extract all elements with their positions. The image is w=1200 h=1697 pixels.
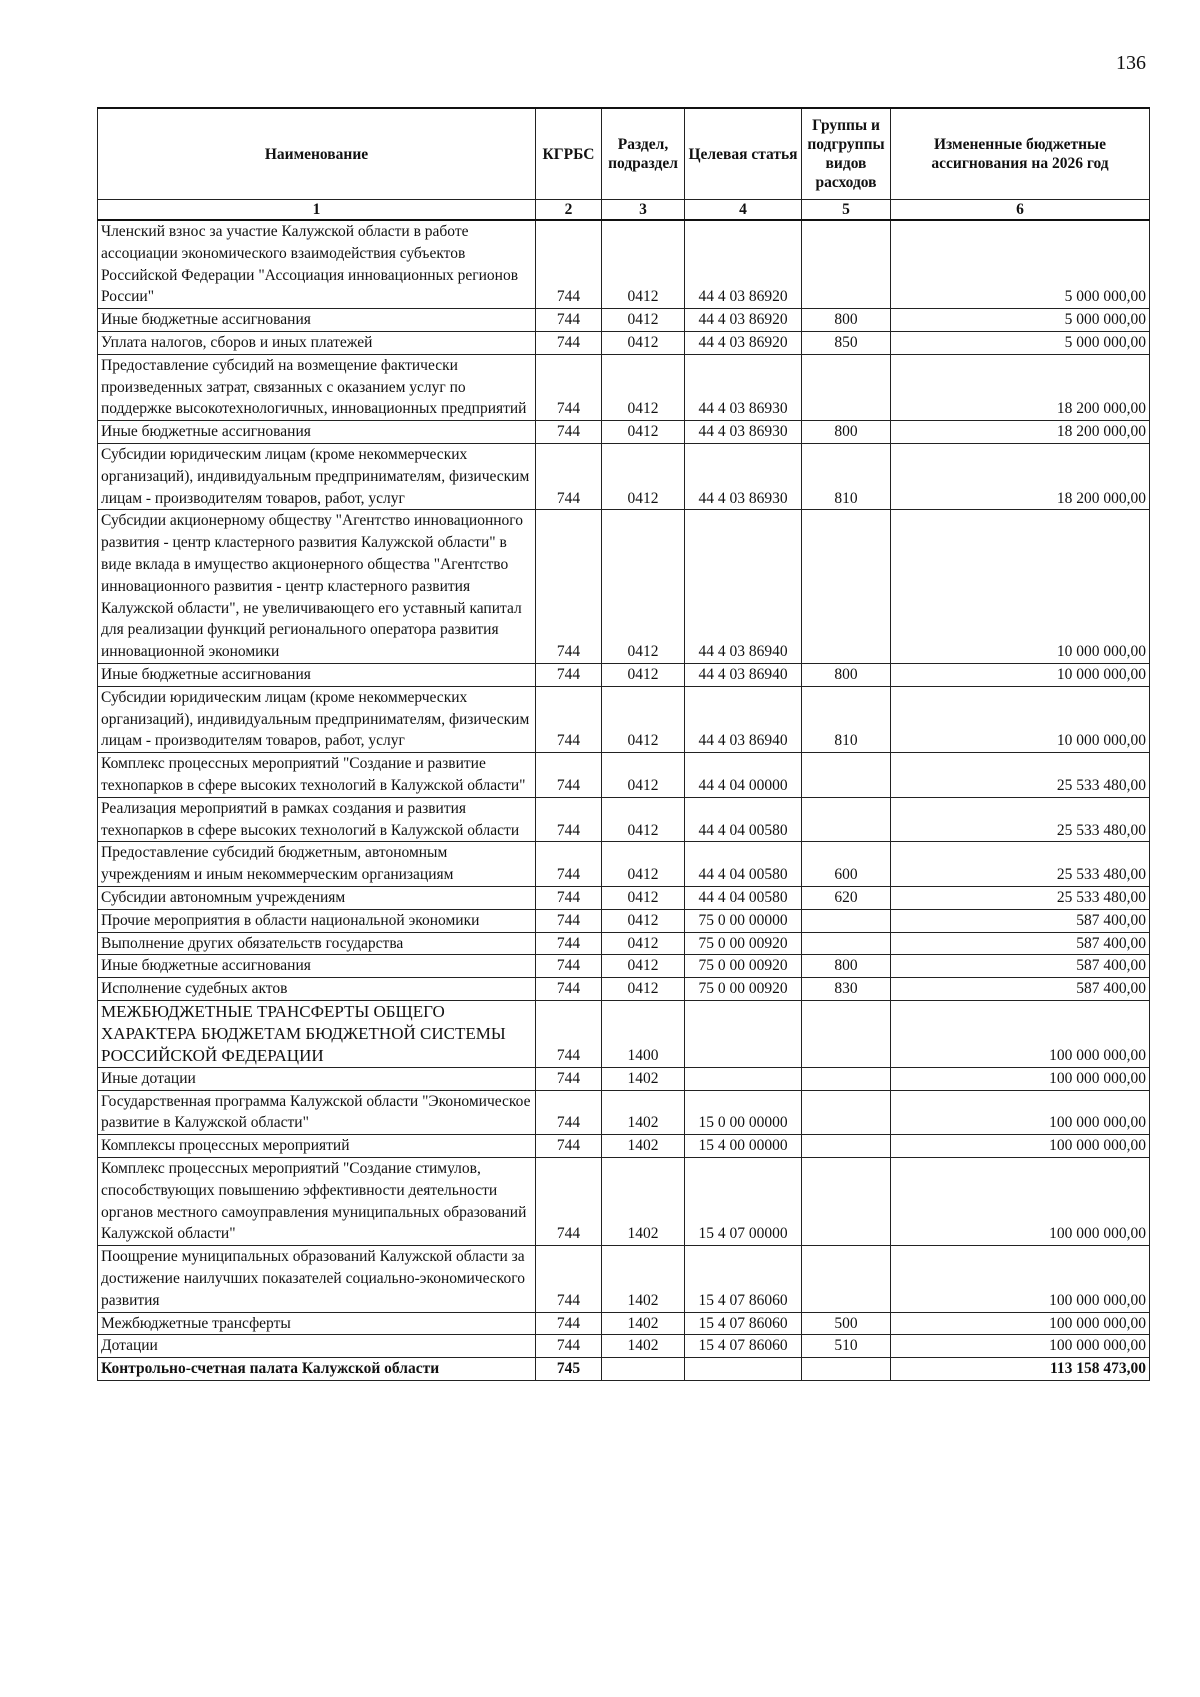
row-target-article: 15 4 00 00000 <box>685 1135 802 1158</box>
row-section: 1402 <box>602 1067 685 1090</box>
table-row <box>98 955 1150 978</box>
row-kgrbs: 744 <box>536 955 602 978</box>
row-kgrbs: 744 <box>536 753 602 798</box>
row-kgrbs: 744 <box>536 932 602 955</box>
row-target-article: 75 0 00 00920 <box>685 932 802 955</box>
table-header-row <box>98 108 1150 200</box>
row-expense-group: 810 <box>802 686 891 752</box>
row-name: Государственная программа Калужской области "Экономическое развитие в Калужской области" <box>98 1090 536 1135</box>
table-row <box>98 1000 1150 1067</box>
column-number: 1 <box>98 200 536 221</box>
row-name: Контрольно-счетная палата Калужской области <box>98 1358 536 1381</box>
column-number: 3 <box>602 200 685 221</box>
row-target-article: 44 4 03 86930 <box>685 354 802 420</box>
table-row <box>98 1246 1150 1312</box>
row-kgrbs: 744 <box>536 1246 602 1312</box>
row-section: 0412 <box>602 753 685 798</box>
row-name: Субсидии акционерному обществу "Агентство инновационного развития - центр кластерного развития Калужской области" в виде вклада в имущество акционерного общества "Агентство инновационного развития - центр кластерного развития Калужской области", не увеличивающего его уставный капитал для реализации функций регионального оператора развития инновационной экономики <box>98 510 536 664</box>
table-row <box>98 331 1150 354</box>
row-kgrbs: 744 <box>536 842 602 887</box>
row-name: Поощрение муниципальных образований Калужской области за достижение наилучших показателей социально-экономического развития <box>98 1246 536 1312</box>
row-name: Субсидии юридическим лицам (кроме некоммерческих организаций), индивидуальным предпринимателям, физическим лицам - производителям товаров, работ, услуг <box>98 443 536 509</box>
row-name: Предоставление субсидий бюджетным, автономным учреждениям и иным некоммерческим организациям <box>98 842 536 887</box>
row-kgrbs: 744 <box>536 443 602 509</box>
row-kgrbs: 744 <box>536 1135 602 1158</box>
row-section <box>602 1358 685 1381</box>
row-expense-group: 800 <box>802 309 891 332</box>
row-kgrbs: 744 <box>536 663 602 686</box>
row-target-article: 44 4 03 86940 <box>685 663 802 686</box>
row-amount: 25 533 480,00 <box>891 842 1150 887</box>
row-kgrbs: 744 <box>536 886 602 909</box>
row-section: 0412 <box>602 886 685 909</box>
row-expense-group <box>802 1158 891 1246</box>
table-row <box>98 753 1150 798</box>
table-row <box>98 1135 1150 1158</box>
row-kgrbs: 744 <box>536 978 602 1001</box>
row-amount: 587 400,00 <box>891 978 1150 1001</box>
row-section: 0412 <box>602 331 685 354</box>
row-expense-group <box>802 1246 891 1312</box>
row-target-article: 44 4 03 86930 <box>685 421 802 444</box>
row-expense-group: 500 <box>802 1312 891 1335</box>
table-row <box>98 220 1150 309</box>
row-amount: 587 400,00 <box>891 932 1150 955</box>
row-kgrbs: 744 <box>536 797 602 842</box>
row-expense-group: 600 <box>802 842 891 887</box>
row-target-article: 44 4 03 86930 <box>685 443 802 509</box>
row-section: 0412 <box>602 354 685 420</box>
row-name: Предоставление субсидий на возмещение фактически произведенных затрат, связанных с оказанием услуг по поддержке высокотехнологичных, инновационных предприятий <box>98 354 536 420</box>
table-row <box>98 354 1150 420</box>
row-target-article <box>685 1067 802 1090</box>
column-number: 5 <box>802 200 891 221</box>
row-name: Межбюджетные трансферты <box>98 1312 536 1335</box>
row-expense-group <box>802 932 891 955</box>
row-amount: 18 200 000,00 <box>891 421 1150 444</box>
row-expense-group <box>802 797 891 842</box>
table-row <box>98 1090 1150 1135</box>
row-section: 0412 <box>602 663 685 686</box>
row-amount: 113 158 473,00 <box>891 1358 1150 1381</box>
row-expense-group: 800 <box>802 663 891 686</box>
row-amount: 587 400,00 <box>891 955 1150 978</box>
row-amount: 100 000 000,00 <box>891 1158 1150 1246</box>
table-row <box>98 1358 1150 1381</box>
row-amount: 5 000 000,00 <box>891 309 1150 332</box>
row-amount: 10 000 000,00 <box>891 510 1150 664</box>
header-section: Раздел, подраздел <box>602 108 685 200</box>
table-row <box>98 663 1150 686</box>
row-expense-group <box>802 1135 891 1158</box>
table-row <box>98 443 1150 509</box>
row-amount: 18 200 000,00 <box>891 354 1150 420</box>
row-kgrbs: 744 <box>536 686 602 752</box>
row-expense-group: 830 <box>802 978 891 1001</box>
row-name: Комплекс процессных мероприятий "Создание и развитие технопарков в сфере высоких технологий в Калужской области" <box>98 753 536 798</box>
row-target-article: 44 4 03 86920 <box>685 331 802 354</box>
table-row <box>98 1312 1150 1335</box>
row-section: 0412 <box>602 978 685 1001</box>
row-section: 0412 <box>602 842 685 887</box>
row-target-article: 15 4 07 86060 <box>685 1335 802 1358</box>
row-section: 0412 <box>602 309 685 332</box>
row-section: 0412 <box>602 909 685 932</box>
row-amount: 10 000 000,00 <box>891 686 1150 752</box>
row-kgrbs: 744 <box>536 510 602 664</box>
row-name: Прочие мероприятия в области национальной экономики <box>98 909 536 932</box>
row-target-article <box>685 1000 802 1067</box>
table-row <box>98 1158 1150 1246</box>
row-expense-group <box>802 220 891 309</box>
row-name: Иные дотации <box>98 1067 536 1090</box>
row-amount: 100 000 000,00 <box>891 1312 1150 1335</box>
row-kgrbs: 744 <box>536 421 602 444</box>
header-name: Наименование <box>98 108 536 200</box>
row-expense-group: 810 <box>802 443 891 509</box>
row-expense-group: 510 <box>802 1335 891 1358</box>
row-amount: 25 533 480,00 <box>891 797 1150 842</box>
row-expense-group <box>802 909 891 932</box>
row-name: Членский взнос за участие Калужской области в работе ассоциации экономического взаимодействия субъектов Российской Федерации "Ассоциация инновационных регионов России" <box>98 220 536 309</box>
row-amount: 5 000 000,00 <box>891 331 1150 354</box>
row-target-article: 15 4 07 86060 <box>685 1312 802 1335</box>
table-row <box>98 886 1150 909</box>
row-section: 1402 <box>602 1135 685 1158</box>
row-target-article <box>685 1358 802 1381</box>
row-section: 0412 <box>602 443 685 509</box>
row-expense-group <box>802 510 891 664</box>
row-kgrbs: 745 <box>536 1358 602 1381</box>
table-row <box>98 1335 1150 1358</box>
table-row <box>98 1067 1150 1090</box>
row-amount: 100 000 000,00 <box>891 1067 1150 1090</box>
row-name: Дотации <box>98 1335 536 1358</box>
row-target-article: 75 0 00 00920 <box>685 978 802 1001</box>
row-target-article: 44 4 04 00580 <box>685 797 802 842</box>
row-kgrbs: 744 <box>536 1158 602 1246</box>
row-kgrbs: 744 <box>536 909 602 932</box>
row-section: 1400 <box>602 1000 685 1067</box>
row-target-article: 75 0 00 00000 <box>685 909 802 932</box>
row-name: Иные бюджетные ассигнования <box>98 955 536 978</box>
row-amount: 5 000 000,00 <box>891 220 1150 309</box>
table-row <box>98 797 1150 842</box>
row-target-article: 15 4 07 86060 <box>685 1246 802 1312</box>
column-number-row <box>98 200 1150 221</box>
table-row <box>98 421 1150 444</box>
header-amount: Измененные бюджетные ассигнования на 2026 год <box>891 108 1150 200</box>
row-amount: 100 000 000,00 <box>891 1000 1150 1067</box>
row-name: Уплата налогов, сборов и иных платежей <box>98 331 536 354</box>
row-target-article: 44 4 04 00580 <box>685 886 802 909</box>
row-name: Выполнение других обязательств государства <box>98 932 536 955</box>
row-amount: 100 000 000,00 <box>891 1090 1150 1135</box>
header-target: Целевая статья <box>685 108 802 200</box>
row-kgrbs: 744 <box>536 1335 602 1358</box>
row-name: Иные бюджетные ассигнования <box>98 309 536 332</box>
row-target-article: 75 0 00 00920 <box>685 955 802 978</box>
row-section: 1402 <box>602 1246 685 1312</box>
row-name: Комплекс процессных мероприятий "Создание стимулов, способствующих повышению эффективности деятельности органов местного самоуправления муниципальных образований Калужской области" <box>98 1158 536 1246</box>
row-section: 1402 <box>602 1335 685 1358</box>
row-target-article: 15 4 07 00000 <box>685 1158 802 1246</box>
row-target-article: 44 4 03 86920 <box>685 220 802 309</box>
row-section: 0412 <box>602 686 685 752</box>
row-expense-group <box>802 354 891 420</box>
budget-table <box>97 107 1150 1381</box>
row-kgrbs: 744 <box>536 354 602 420</box>
row-kgrbs: 744 <box>536 1067 602 1090</box>
row-target-article: 44 4 04 00580 <box>685 842 802 887</box>
row-name: Иные бюджетные ассигнования <box>98 421 536 444</box>
header-groups: Группы и подгруппы видов расходов <box>802 108 891 200</box>
row-kgrbs: 744 <box>536 1090 602 1135</box>
row-section: 1402 <box>602 1158 685 1246</box>
row-expense-group: 800 <box>802 955 891 978</box>
row-expense-group <box>802 1000 891 1067</box>
row-section: 0412 <box>602 510 685 664</box>
row-expense-group: 850 <box>802 331 891 354</box>
row-amount: 25 533 480,00 <box>891 753 1150 798</box>
row-section: 0412 <box>602 932 685 955</box>
table-row <box>98 978 1150 1001</box>
row-target-article: 44 4 03 86940 <box>685 686 802 752</box>
row-section: 0412 <box>602 220 685 309</box>
row-section: 0412 <box>602 421 685 444</box>
row-kgrbs: 744 <box>536 309 602 332</box>
table-row <box>98 932 1150 955</box>
column-number: 4 <box>685 200 802 221</box>
row-amount: 100 000 000,00 <box>891 1246 1150 1312</box>
row-kgrbs: 744 <box>536 1312 602 1335</box>
table-row <box>98 909 1150 932</box>
table-row <box>98 510 1150 664</box>
row-amount: 10 000 000,00 <box>891 663 1150 686</box>
row-amount: 25 533 480,00 <box>891 886 1150 909</box>
row-name: Иные бюджетные ассигнования <box>98 663 536 686</box>
row-expense-group <box>802 753 891 798</box>
row-kgrbs: 744 <box>536 1000 602 1067</box>
row-amount: 18 200 000,00 <box>891 443 1150 509</box>
row-target-article: 44 4 03 86940 <box>685 510 802 664</box>
header-kgrbs: КГРБС <box>536 108 602 200</box>
page-number: 136 <box>1116 52 1146 74</box>
row-expense-group <box>802 1067 891 1090</box>
row-expense-group: 620 <box>802 886 891 909</box>
row-amount: 587 400,00 <box>891 909 1150 932</box>
row-name: Субсидии юридическим лицам (кроме некоммерческих организаций), индивидуальным предпринимателям, физическим лицам - производителям товаров, работ, услуг <box>98 686 536 752</box>
row-name: Реализация мероприятий в рамках создания и развития технопарков в сфере высоких технологий в Калужской области <box>98 797 536 842</box>
row-expense-group <box>802 1090 891 1135</box>
table-row <box>98 842 1150 887</box>
row-amount: 100 000 000,00 <box>891 1135 1150 1158</box>
row-name: Субсидии автономным учреждениям <box>98 886 536 909</box>
row-name: Исполнение судебных актов <box>98 978 536 1001</box>
row-name: Комплексы процессных мероприятий <box>98 1135 536 1158</box>
row-target-article: 44 4 04 00000 <box>685 753 802 798</box>
row-section: 0412 <box>602 797 685 842</box>
row-target-article: 44 4 03 86920 <box>685 309 802 332</box>
table-row <box>98 686 1150 752</box>
row-kgrbs: 744 <box>536 331 602 354</box>
row-section: 1402 <box>602 1090 685 1135</box>
row-expense-group: 800 <box>802 421 891 444</box>
row-section: 1402 <box>602 1312 685 1335</box>
row-target-article: 15 0 00 00000 <box>685 1090 802 1135</box>
column-number: 2 <box>536 200 602 221</box>
row-kgrbs: 744 <box>536 220 602 309</box>
row-amount: 100 000 000,00 <box>891 1335 1150 1358</box>
row-expense-group <box>802 1358 891 1381</box>
row-name: МЕЖБЮДЖЕТНЫЕ ТРАНСФЕРТЫ ОБЩЕГО ХАРАКТЕРА БЮДЖЕТАМ БЮДЖЕТНОЙ СИСТЕМЫ РОССИЙСКОЙ ФЕДЕРАЦИИ <box>98 1000 536 1067</box>
table-row <box>98 309 1150 332</box>
row-section: 0412 <box>602 955 685 978</box>
column-number: 6 <box>891 200 1150 221</box>
